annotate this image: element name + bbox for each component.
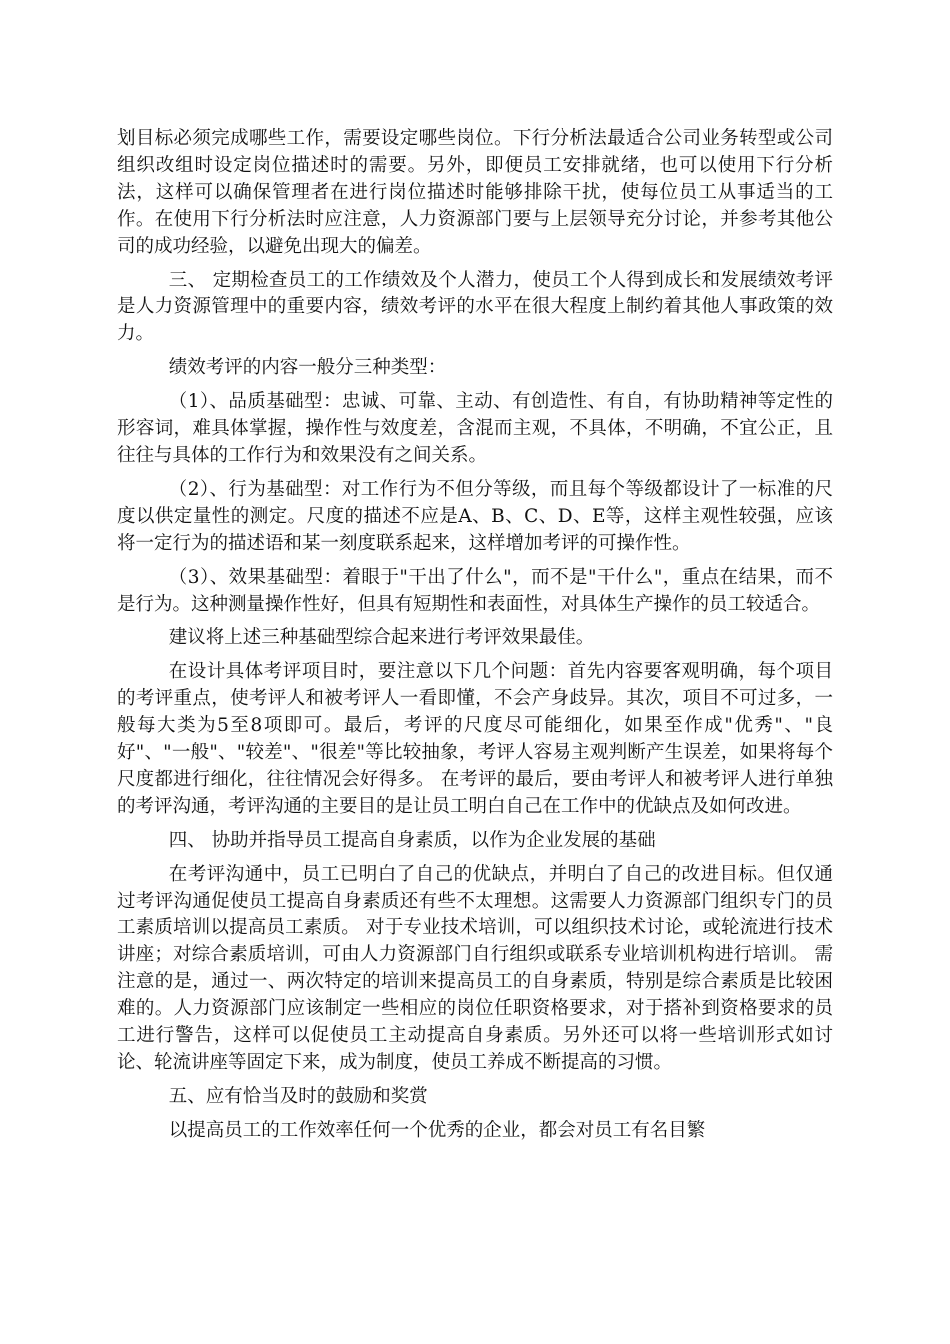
paragraph-evaluation-types-intro: 绩效考评的内容一般分三种类型： [168,357,447,379]
section-5-heading: 五、应有恰当及时的鼓励和奖赏 [168,1085,428,1107]
paragraph-evaluation-design: 在设计具体考评项目时，要注意以下几个问题：首先内容要客观明确，每个项目的考评重点，使考评人和被考评人一看即懂，不会产身歧异。其次，项目不可过多，一般每大类为5至8项即可。最后，考评的尺度尽可能细化，如果至作成"优秀"、"良好"、"一般"、"较差"、"很差"等比较抽象，考评人容易主观判断产生误差，如果将每个尺度都进行细化，往往情况会好得多。 在考评的最后，要由考评人和被考评人进行单独的考评沟通，考评沟通的主要目的是让员工明白自己在工作中的优缺点及如何改进。 [117,661,833,817]
paragraph-training: 在考评沟通中，员工已明白了自己的优缺点，并明白了自己的改进目标。但仅通过考评沟通促使员工提高自身素质还有些不太理想。这需要人力资源部门组织专门的员工素质培训以提高员工素质。 对于专业技术培训，可以组织技术讨论，或轮流进行技术讲座；对综合素质培训，可由人力资源部门自行组织或联系专业培训机构进行培训。 需注意的是，通过一、两次特定的培训来提高员工的自身素质，特别是综合素质是比较困难的。人力资源部门应该制定一些相应的岗位任职资格要求，对于搭补到资格要求的员工进行警告，这样可以促使员工主动提高自身素质。另外还可以将一些培训形式如讨论、轮流讲座等固定下来，成为制度，使员工养成不断提高的习惯。 [117,863,833,1073]
document-page [117,126,833,1152]
paragraph-job-analysis-continued: 划目标必须完成哪些工作，需要设定哪些岗位。下行分析法最适合公司业务转型或公司组织改组时设定岗位描述时的需要。另外，即便员工安排就绪，也可以使用下行分析法，这样可以确保管理者在进行岗位描述时能够排除干扰，使每位员工从事适当的工作。在使用下行分析法时应注意，人力资源部门要与上层领导充分讨论，并参考其他公司的成功经验，以避免出现大的偏差。 [117,128,833,257]
paragraph-result-based: （3）、效果基础型：着眼于"干出了什么"，而不是"干什么"，重点在结果，而不是行为。这种测量操作性好，但具有短期性和表面性，对具体生产操作的员工较适合。 [117,566,833,615]
paragraph-behavior-based: （2）、行为基础型：对工作行为不但分等级，而且每个等级都设计了一标准的尺度以供定量性的测定。尺度的描述不应是A、B、C、D、E等，这样主观性较强，应该将一定行为的描述语和某一刻度联系起来，这样增加考评的可操作性。 [117,478,833,554]
section-3-heading-paragraph: 三、 定期检查员工的工作绩效及个人潜力，使员工个人得到成长和发展绩效考评是人力资源管理中的重要内容，绩效考评的水平在很大程度上制约着其他人事政策的效力。 [117,269,833,345]
section-4-heading: 四、 协助并指导员工提高自身素质，以作为企业发展的基础 [168,829,656,851]
paragraph-rewards-start: 以提高员工的工作效率任何一个优秀的企业，都会对员工有名目繁 [168,1119,706,1141]
paragraph-recommendation: 建议将上述三种基础型综合起来进行考评效果最佳。 [168,627,595,649]
paragraph-quality-based: （1）、品质基础型：忠诚、可靠、主动、有创造性、有自，有协助精神等定性的形容词，难具体掌握，操作性与效度差，含混而主观，不具体，不明确，不宜公正，且往往与具体的工作行为和效果没有之间关系。 [117,391,833,466]
